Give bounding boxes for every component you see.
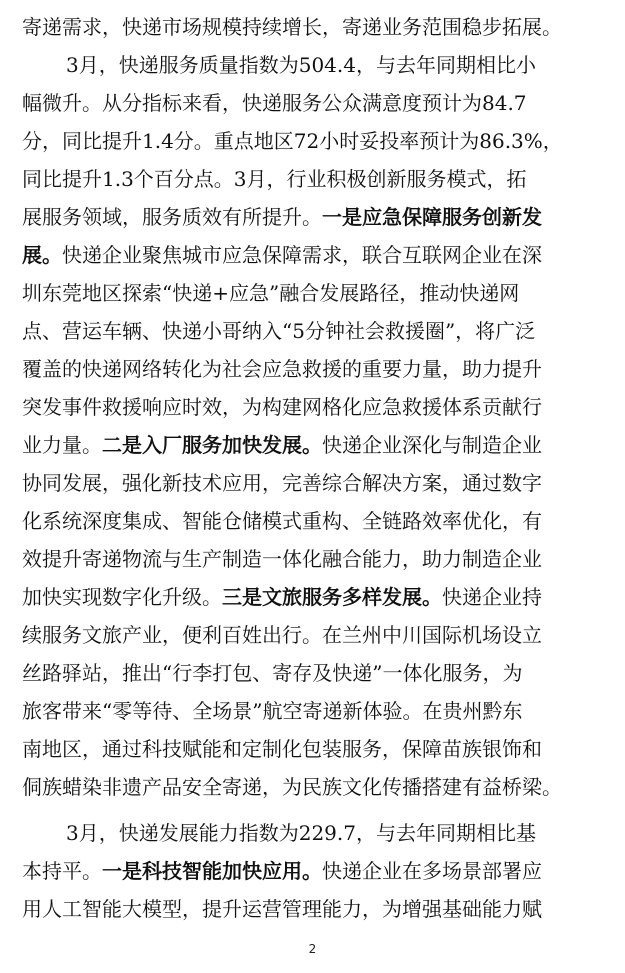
text-span: 侗族蜡染非遗产品安全寄递，为民族文化传播搭建有益桥梁。 [22, 775, 562, 799]
text-span: 业力量。 [22, 433, 102, 457]
body-text [22, 8, 612, 928]
paragraph-start-line [22, 814, 612, 852]
text-span: 幅微升。从分指标来看，快递服务公众满意度预计为84.7 [22, 91, 527, 115]
text-line [22, 236, 612, 274]
text-span: 加快实现数字化升级。 [22, 585, 222, 609]
text-line [22, 578, 612, 616]
page-number: 2 [308, 942, 317, 956]
paragraph-start-line [22, 46, 612, 84]
text-span: 3月，快递发展能力指数为229.7，与去年同期相比基 [66, 821, 536, 845]
text-span: 效提升寄递物流与生产制造一体化融合能力，助力制造企业 [22, 547, 542, 571]
text-span: 化系统深度集成、智能仓储模式重构、全链路效率优化，有 [22, 509, 542, 533]
text-line [22, 540, 612, 578]
text-span: 突发事件救援响应时效，为构建网格化应急救援体系贡献行 [22, 395, 542, 419]
text-span: 展服务领域，服务质效有所提升。 [22, 205, 322, 229]
text-span: 同比提升1.3个百分点。3月，行业积极创新服务模式，拓 [22, 167, 527, 191]
text-span: 覆盖的快递网络转化为社会应急救援的重要力量，助力提升 [22, 357, 542, 381]
text-span: 圳东莞地区探索“快递+应急”融合发展路径，推动快递网 [22, 281, 520, 305]
text-span: 分，同比提升1.4分。重点地区72小时妥投率预计为86.3%， [22, 129, 563, 153]
text-line [22, 160, 612, 198]
text-line [22, 730, 612, 768]
text-line [22, 616, 612, 654]
text-line [22, 654, 612, 692]
text-line [22, 198, 612, 236]
text-line [22, 852, 612, 890]
text-span: 丝路驿站，推出“行李打包、寄存及快递”一体化服务，为 [22, 661, 523, 685]
bold-heading: 展。 [22, 243, 62, 267]
text-line [22, 84, 612, 122]
text-line [22, 122, 612, 160]
text-line [22, 350, 612, 388]
text-span: 快递企业聚焦城市应急保障需求，联合互联网企业在深 [62, 243, 542, 267]
text-span: 快递企业深化与制造企业 [322, 433, 542, 457]
text-span: 续服务文旅产业，便利百姓出行。在兰州中川国际机场设立 [22, 623, 542, 647]
text-span: 点、营运车辆、快递小哥纳入“5分钟社会救援圈”，将广泛 [22, 319, 536, 343]
text-span: 旅客带来“零等待、全场景”航空寄递新体验。在贵州黔东 [22, 699, 523, 723]
text-line [22, 502, 612, 540]
text-span: 寄递需求，快递市场规模持续增长，寄递业务范围稳步拓展。 [22, 15, 562, 39]
text-span: 南地区，通过科技赋能和定制化包装服务，保障苗族银饰和 [22, 737, 542, 761]
text-span: 快递企业持 [442, 585, 542, 609]
bold-heading: 一是应急保障服务创新发 [322, 205, 542, 229]
text-line [22, 312, 612, 350]
text-line [22, 464, 612, 502]
bold-heading: 二是入厂服务加快发展。 [102, 433, 322, 457]
bold-heading: 一是科技智能加快应用。 [102, 859, 322, 883]
bold-heading: 三是文旅服务多样发展。 [222, 585, 442, 609]
text-line [22, 274, 612, 312]
text-line [22, 692, 612, 730]
text-line [22, 388, 612, 426]
text-span: 3月，快递服务质量指数为504.4，与去年同期相比小 [66, 53, 536, 77]
text-line [22, 768, 612, 814]
text-line [22, 890, 612, 928]
text-line [22, 426, 612, 464]
text-line [22, 8, 612, 46]
text-span: 本持平。 [22, 859, 102, 883]
text-span: 快递企业在多场景部署应 [322, 859, 542, 883]
text-span: 协同发展，强化新技术应用，完善综合解决方案，通过数字 [22, 471, 542, 495]
text-span: 用人工智能大模型，提升运营管理能力，为增强基础能力赋 [22, 897, 542, 921]
